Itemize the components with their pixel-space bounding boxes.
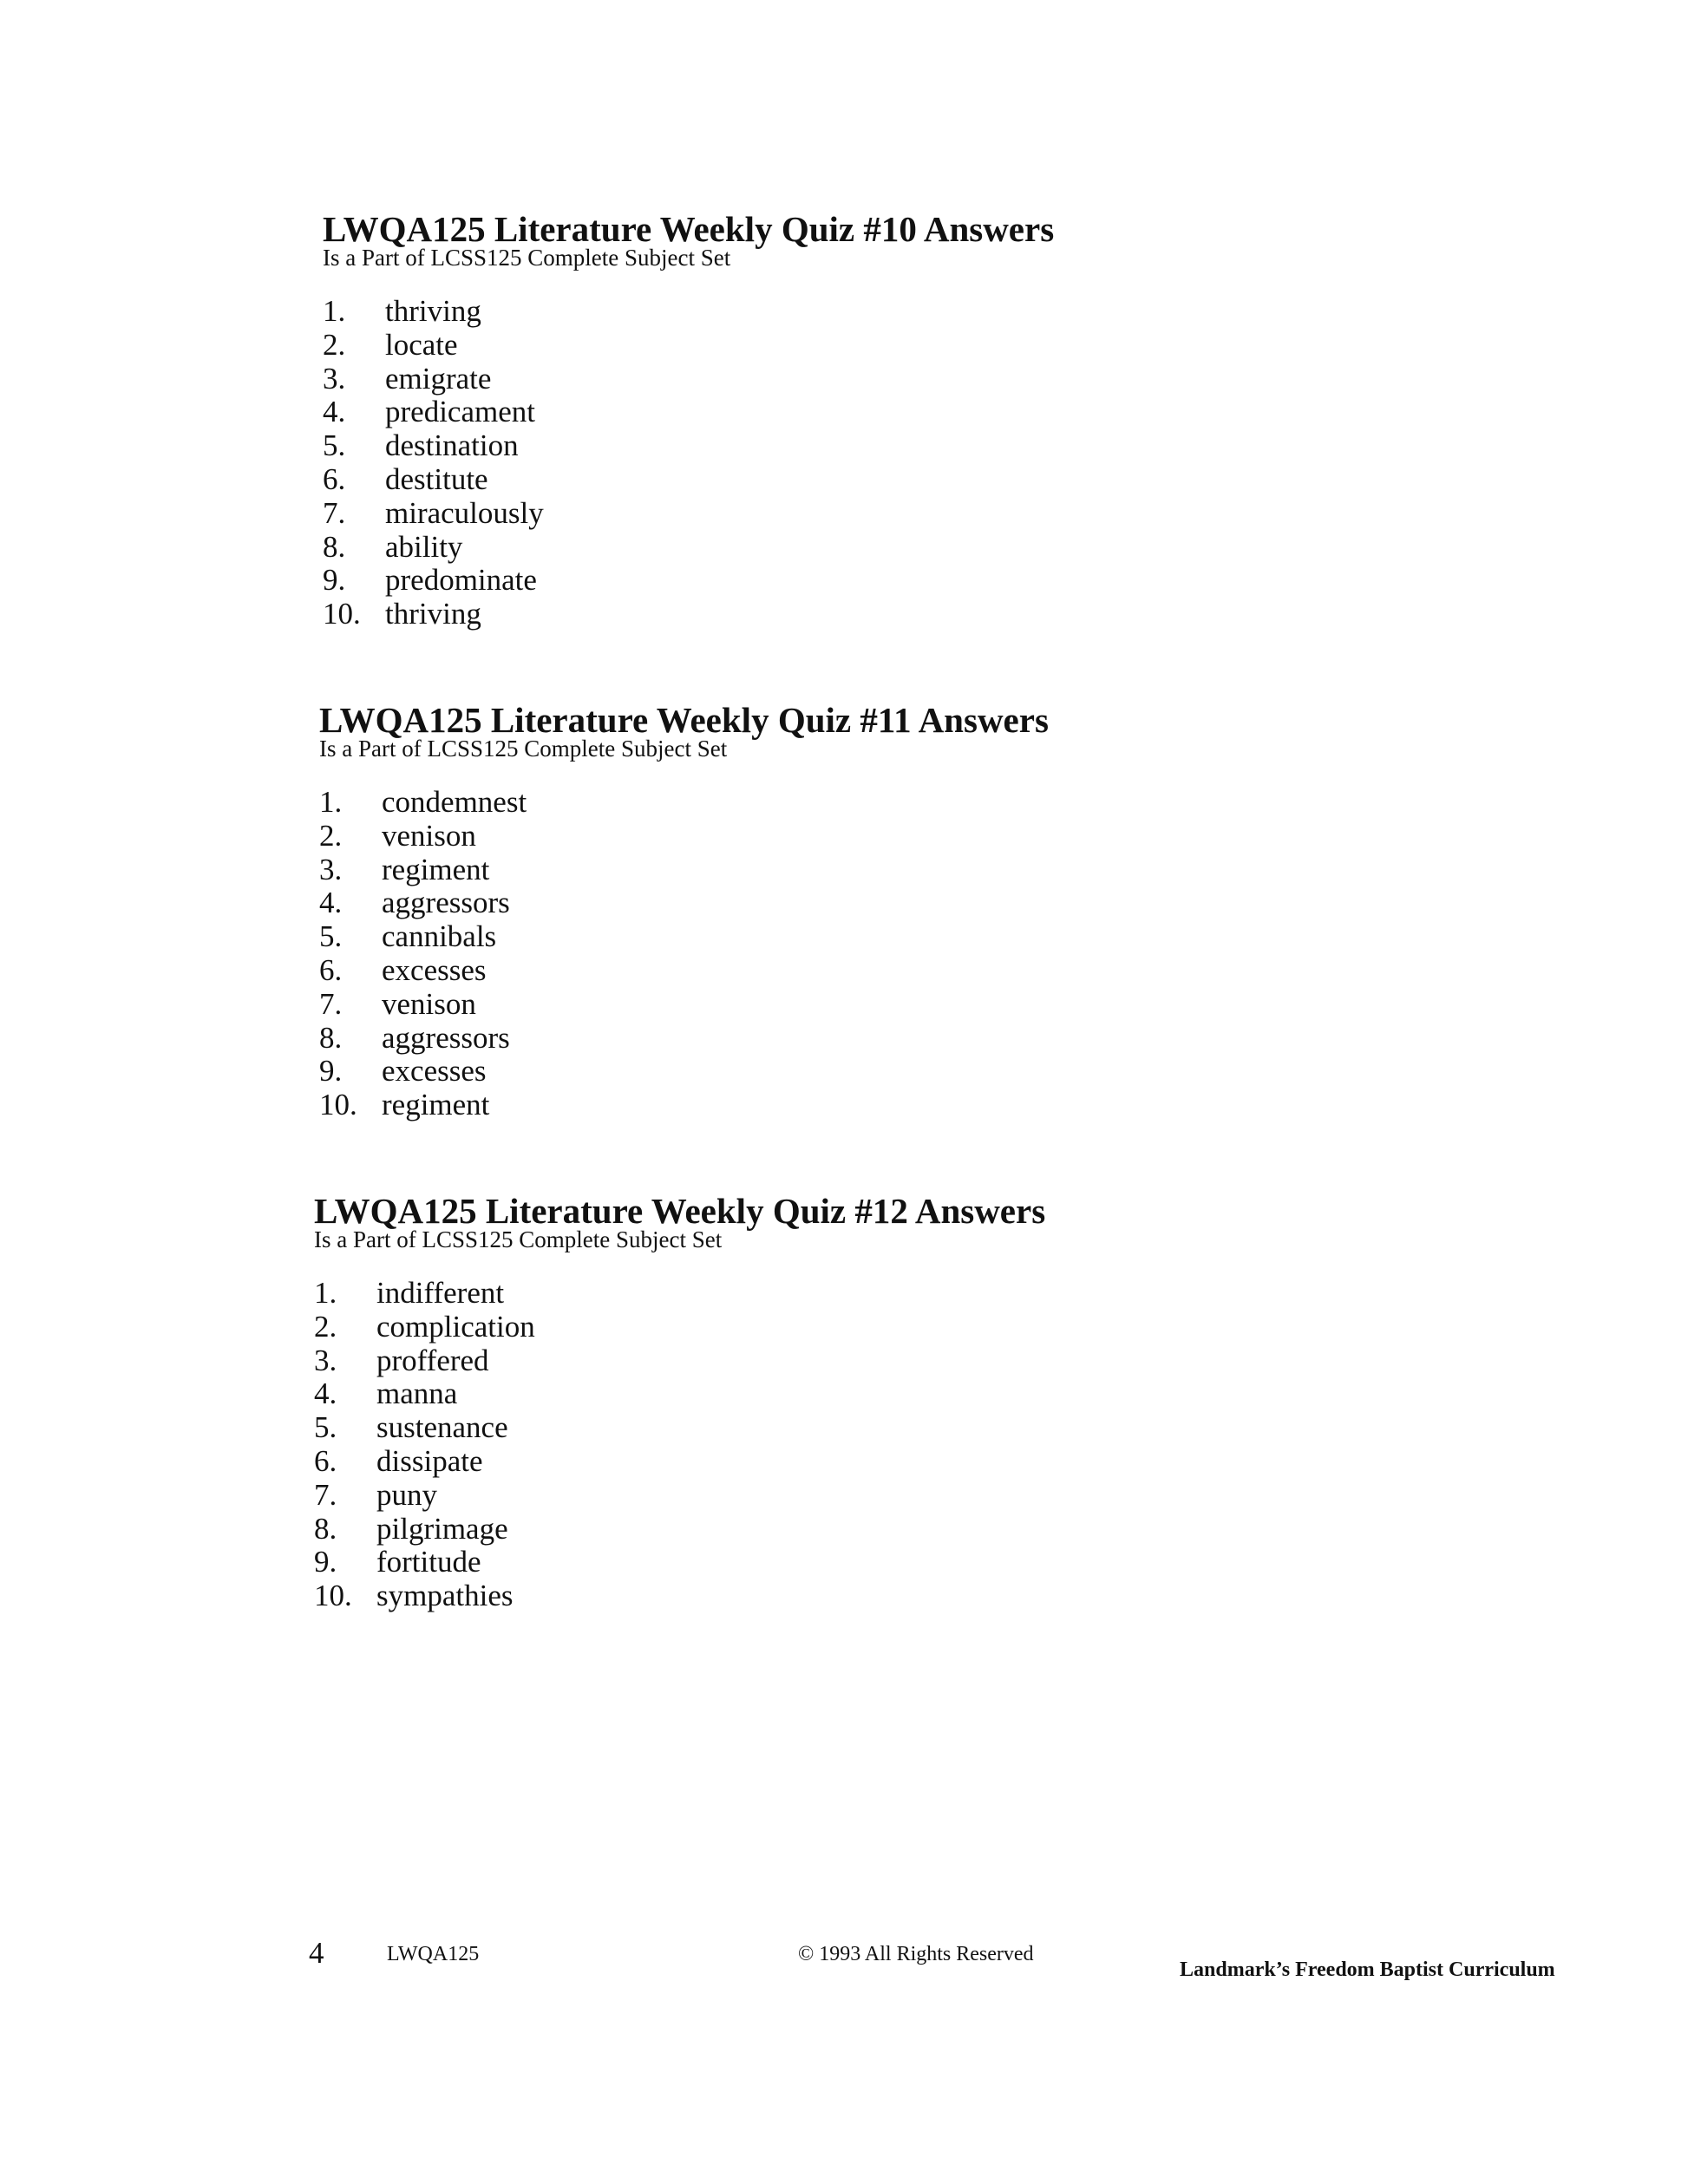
- answer-word: venison: [382, 818, 476, 853]
- answer-item: [323, 463, 1054, 497]
- answer-item: [323, 429, 1054, 463]
- answer-item: [314, 1479, 1045, 1513]
- answer-item: [319, 1055, 1049, 1089]
- answer-item: [319, 820, 1049, 853]
- answer-number: 1.: [323, 294, 346, 328]
- answer-number: 2.: [323, 327, 346, 362]
- answer-number: 10.: [314, 1579, 352, 1613]
- answer-word: destination: [385, 428, 519, 463]
- answer-number: 8.: [319, 1020, 343, 1055]
- answer-word: aggressors: [382, 1020, 510, 1055]
- answer-word: aggressors: [382, 886, 510, 920]
- quiz-title: LWQA125 Literature Weekly Quiz #11 Answers: [319, 700, 1049, 740]
- answer-word: thriving: [385, 294, 481, 328]
- quiz-12-section: [314, 1190, 1045, 1613]
- answer-number: 1.: [314, 1276, 337, 1310]
- quiz-title: LWQA125 Literature Weekly Quiz #10 Answers: [323, 209, 1055, 249]
- answer-number: 7.: [319, 986, 343, 1021]
- answer-item: [314, 1344, 1045, 1378]
- footer-code: LWQA125: [387, 1943, 480, 1965]
- answer-number: 4.: [323, 395, 346, 429]
- answer-word: excesses: [382, 1054, 487, 1089]
- answer-number: 1.: [319, 785, 343, 819]
- answer-number: 10.: [319, 1088, 357, 1122]
- answer-number: 10.: [323, 597, 361, 631]
- footer-copyright: © 1993 All Rights Reserved: [798, 1943, 1034, 1965]
- answer-number: 7.: [314, 1477, 337, 1512]
- answer-word: thriving: [385, 597, 481, 631]
- answer-number: 6.: [323, 461, 346, 496]
- quiz-subtitle: Is a Part of LCSS125 Complete Subject Set: [323, 245, 731, 271]
- answer-number: 6.: [314, 1443, 337, 1478]
- answer-item: [319, 1022, 1049, 1056]
- answer-word: fortitude: [376, 1545, 481, 1579]
- answer-word: complication: [376, 1309, 535, 1344]
- answer-word: cannibals: [382, 919, 497, 954]
- answer-item: [323, 531, 1054, 565]
- answer-word: regiment: [382, 852, 490, 886]
- answer-word: locate: [385, 327, 458, 362]
- answer-item: [319, 1089, 1049, 1122]
- answer-number: 8.: [323, 529, 346, 564]
- answer-item: [319, 988, 1049, 1022]
- answer-item: [314, 1311, 1045, 1344]
- answer-word: pilgrimage: [376, 1511, 508, 1546]
- answer-number: 3.: [314, 1343, 337, 1377]
- answer-number: 2.: [319, 818, 343, 853]
- answer-number: 4.: [314, 1376, 337, 1411]
- footer-publisher: Landmark’s Freedom Baptist Curriculum: [1180, 1958, 1555, 1981]
- answer-number: 6.: [319, 952, 343, 987]
- answer-item: [323, 598, 1054, 631]
- answer-item: [314, 1411, 1045, 1445]
- quiz-11-section: [319, 699, 1049, 1122]
- answer-word: destitute: [385, 461, 488, 496]
- answer-word: ability: [385, 529, 463, 564]
- answer-word: sympathies: [376, 1579, 514, 1613]
- answer-item: [314, 1377, 1045, 1411]
- answer-item: [319, 954, 1049, 988]
- answer-word: emigrate: [385, 361, 492, 396]
- answer-number: 5.: [314, 1410, 337, 1445]
- answer-item: [314, 1513, 1045, 1546]
- answer-item: [314, 1277, 1045, 1311]
- answer-number: 4.: [319, 886, 343, 920]
- answer-word: puny: [376, 1477, 437, 1512]
- answer-item: [323, 295, 1054, 329]
- answer-item: [323, 396, 1054, 429]
- answer-list: [323, 295, 1054, 631]
- answer-list: [319, 786, 1049, 1122]
- answer-number: 5.: [319, 919, 343, 954]
- quiz-10-section: [323, 208, 1054, 631]
- answer-number: 9.: [319, 1054, 343, 1089]
- answer-number: 3.: [323, 361, 346, 396]
- answer-item: [323, 329, 1054, 363]
- answer-word: miraculously: [385, 495, 544, 530]
- quiz-subtitle: Is a Part of LCSS125 Complete Subject Set: [314, 1226, 723, 1252]
- answer-number: 2.: [314, 1309, 337, 1344]
- answer-word: condemnest: [382, 785, 527, 819]
- answer-word: excesses: [382, 952, 487, 987]
- answer-word: venison: [382, 986, 476, 1021]
- answer-item: [323, 363, 1054, 396]
- page-number: 4: [309, 1936, 324, 1970]
- answer-list: [314, 1277, 1045, 1613]
- answer-item: [314, 1546, 1045, 1579]
- answer-word: indifferent: [376, 1276, 505, 1310]
- answer-item: [314, 1445, 1045, 1479]
- answer-number: 3.: [319, 852, 343, 886]
- answer-item: [323, 564, 1054, 598]
- quiz-title: LWQA125 Literature Weekly Quiz #12 Answers: [314, 1191, 1046, 1231]
- answer-word: proffered: [376, 1343, 489, 1377]
- answer-word: regiment: [382, 1088, 490, 1122]
- answer-number: 8.: [314, 1511, 337, 1546]
- answer-item: [323, 497, 1054, 531]
- answer-item: [314, 1579, 1045, 1613]
- answer-word: dissipate: [376, 1443, 483, 1478]
- answer-word: predominate: [385, 563, 537, 598]
- answer-item: [319, 920, 1049, 954]
- answer-item: [319, 853, 1049, 887]
- answer-item: [319, 786, 1049, 820]
- answer-word: sustenance: [376, 1410, 508, 1445]
- quiz-subtitle: Is a Part of LCSS125 Complete Subject Set: [319, 736, 728, 762]
- answer-number: 5.: [323, 428, 346, 463]
- answer-number: 9.: [314, 1545, 337, 1579]
- answer-number: 7.: [323, 495, 346, 530]
- answer-word: predicament: [385, 395, 535, 429]
- answer-number: 9.: [323, 563, 346, 598]
- answer-word: manna: [376, 1376, 458, 1411]
- answer-item: [319, 886, 1049, 920]
